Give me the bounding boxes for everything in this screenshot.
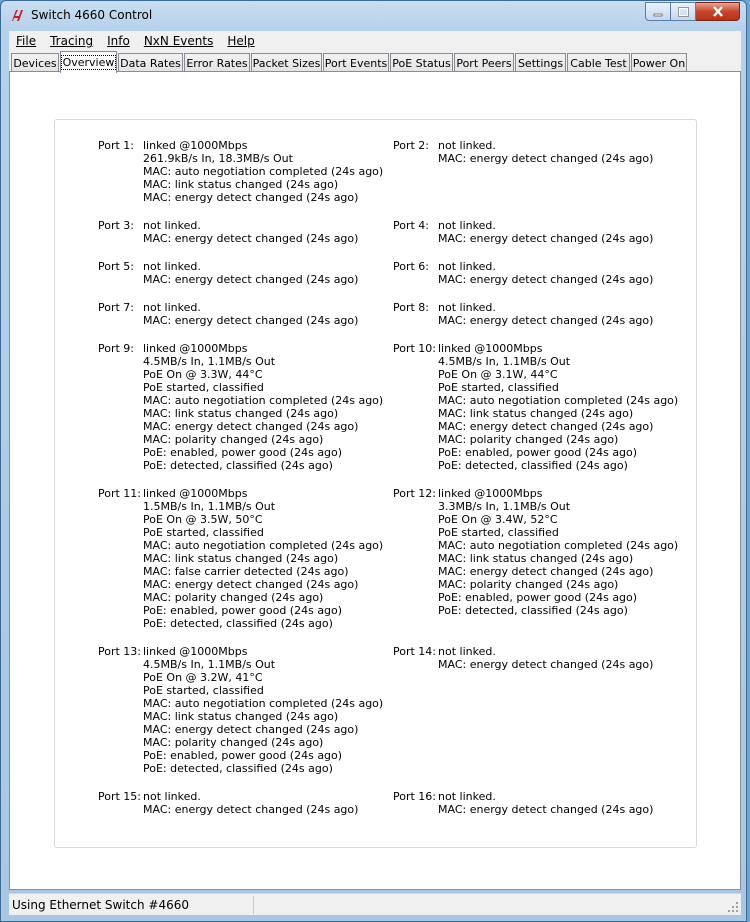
port-line: PoE started, classified (438, 381, 559, 394)
port-name: Port 5: (98, 260, 135, 273)
status-text: Using Ethernet Switch #4660 (12, 898, 189, 912)
port-overview-panel (54, 119, 697, 848)
tab-label: Settings (517, 56, 564, 70)
tab-label: Data Rates (120, 56, 181, 70)
port-details (438, 260, 653, 286)
port-details (143, 645, 383, 775)
tab-label: Error Rates (186, 56, 248, 70)
port-line: not linked. (438, 301, 496, 314)
port-details (143, 301, 358, 327)
port-line: MAC: energy detect changed (24s ago) (143, 420, 359, 433)
port-line: PoE On @ 3.2W, 41°C (143, 671, 263, 684)
tab-label: Port Events (324, 56, 388, 70)
menu-bar (9, 31, 741, 51)
tab-label: Power On (632, 56, 686, 70)
port-line: MAC: energy detect changed (24s ago) (438, 803, 654, 816)
tab-label: Packet Sizes (252, 56, 321, 70)
port-line: 4.5MB/s In, 1.1MB/s Out (143, 658, 276, 671)
maximize-button[interactable] (671, 2, 696, 21)
port-details (438, 219, 653, 245)
port-line: MAC: link status changed (24s ago) (143, 178, 339, 191)
tab-cable-test[interactable] (567, 53, 630, 72)
port-line: MAC: polarity changed (24s ago) (143, 433, 324, 446)
port-name: Port 8: (393, 301, 430, 314)
port-line: linked @1000Mbps (438, 487, 543, 500)
port-line: MAC: energy detect changed (24s ago) (143, 803, 359, 816)
port-line: 3.3MB/s In, 1.1MB/s Out (438, 500, 571, 513)
port-line: PoE: detected, classified (24s ago) (143, 762, 333, 775)
port-line: MAC: polarity changed (24s ago) (143, 591, 324, 604)
port-line: linked @1000Mbps (143, 645, 248, 658)
port-line: MAC: false carrier detected (24s ago) (143, 565, 349, 578)
port-line: not linked. (143, 301, 201, 314)
port-line: PoE: enabled, power good (24s ago) (143, 446, 343, 459)
port-line: MAC: auto negotiation completed (24s ago) (438, 539, 679, 552)
port-line: not linked. (438, 645, 496, 658)
port-line: MAC: energy detect changed (24s ago) (438, 420, 654, 433)
menu-nxn-events[interactable] (137, 34, 221, 48)
port-details (143, 139, 383, 204)
tab-overview[interactable] (60, 51, 117, 73)
port-line: PoE: enabled, power good (24s ago) (143, 749, 343, 762)
port-line: not linked. (143, 219, 201, 232)
tab-settings[interactable] (515, 53, 566, 72)
tab-poe-status[interactable] (390, 53, 453, 72)
port-line: 1.5MB/s In, 1.1MB/s Out (143, 500, 276, 513)
resize-grip-icon[interactable] (727, 901, 739, 913)
port-name: Port 11: (98, 487, 142, 500)
menu-file-label: File (16, 34, 37, 48)
port-line: linked @1000Mbps (143, 342, 248, 355)
port-line: MAC: energy detect changed (24s ago) (438, 658, 654, 671)
port-line: MAC: auto negotiation completed (24s ago) (438, 394, 679, 407)
port-line: PoE On @ 3.3W, 44°C (143, 368, 263, 381)
window-title: Switch 4660 Control (31, 8, 153, 22)
port-name: Port 16: (393, 790, 437, 803)
port-line: 261.9kB/s In, 18.3MB/s Out (143, 152, 293, 165)
port-line: linked @1000Mbps (143, 487, 248, 500)
tab-strip (9, 51, 741, 72)
port-line: PoE started, classified (143, 526, 264, 539)
menu-help-label: Help (227, 34, 255, 48)
port-line: MAC: energy detect changed (24s ago) (438, 152, 654, 165)
port-details (438, 301, 653, 327)
tab-packet-sizes[interactable] (251, 53, 322, 72)
port-name: Port 2: (393, 139, 430, 152)
port-line: MAC: link status changed (24s ago) (143, 407, 339, 420)
menu-help[interactable] (220, 34, 261, 48)
port-line: not linked. (438, 260, 496, 273)
port-line: not linked. (438, 790, 496, 803)
port-name: Port 14: (393, 645, 437, 658)
tab-devices[interactable] (11, 53, 59, 72)
overview-page (9, 71, 741, 890)
port-line: MAC: energy detect changed (24s ago) (143, 578, 359, 591)
port-line: MAC: auto negotiation completed (24s ago) (143, 394, 384, 407)
port-line: MAC: energy detect changed (24s ago) (143, 191, 359, 204)
port-line: MAC: polarity changed (24s ago) (438, 433, 619, 446)
menu-file[interactable] (9, 34, 43, 48)
menu-info-label: Info (107, 34, 130, 48)
tab-label: Cable Test (570, 56, 627, 70)
port-line: MAC: energy detect changed (24s ago) (143, 273, 359, 286)
port-line: linked @1000Mbps (143, 139, 248, 152)
port-line: PoE On @ 3.5W, 50°C (143, 513, 263, 526)
port-line: PoE started, classified (143, 684, 264, 697)
port-line: 4.5MB/s In, 1.1MB/s Out (143, 355, 276, 368)
port-line: not linked. (143, 260, 201, 273)
port-line: MAC: link status changed (24s ago) (438, 407, 634, 420)
port-details (143, 790, 358, 816)
port-name: Port 6: (393, 260, 430, 273)
port-line: MAC: energy detect changed (24s ago) (438, 314, 654, 327)
port-line: MAC: energy detect changed (24s ago) (143, 314, 359, 327)
port-line: 4.5MB/s In, 1.1MB/s Out (438, 355, 571, 368)
status-bar (9, 893, 741, 915)
port-details (438, 487, 678, 617)
port-line: PoE: enabled, power good (24s ago) (143, 604, 343, 617)
port-name: Port 7: (98, 301, 135, 314)
port-details (143, 342, 383, 472)
port-line: MAC: energy detect changed (24s ago) (143, 723, 359, 736)
tab-data-rates[interactable] (118, 53, 183, 72)
port-name: Port 4: (393, 219, 430, 232)
port-name: Port 13: (98, 645, 142, 658)
port-details (143, 260, 358, 286)
status-separator (253, 896, 254, 914)
port-line: MAC: link status changed (24s ago) (438, 552, 634, 565)
title-bar[interactable] (1, 1, 746, 31)
port-line: MAC: energy detect changed (24s ago) (438, 565, 654, 578)
port-name: Port 3: (98, 219, 135, 232)
port-line: PoE: enabled, power good (24s ago) (438, 591, 638, 604)
port-details (438, 790, 653, 816)
close-icon (712, 6, 724, 17)
port-line: PoE: detected, classified (24s ago) (143, 617, 333, 630)
menu-tracing-label: Tracing (50, 34, 94, 48)
port-line: PoE On @ 3.1W, 44°C (438, 368, 558, 381)
port-line: not linked. (143, 790, 201, 803)
port-name: Port 9: (98, 342, 135, 355)
tab-label: PoE Status (392, 56, 451, 70)
port-name: Port 1: (98, 139, 135, 152)
tab-power-on[interactable] (631, 53, 687, 72)
port-details (438, 342, 678, 472)
port-line: not linked. (438, 139, 496, 152)
tab-label: Port Peers (456, 56, 512, 70)
port-details (438, 139, 653, 165)
port-line: MAC: auto negotiation completed (24s ago) (143, 697, 384, 710)
close-button[interactable] (696, 2, 740, 21)
port-line: MAC: energy detect changed (24s ago) (143, 232, 359, 245)
tab-port-peers[interactable] (454, 53, 514, 72)
caption-buttons (645, 2, 740, 21)
port-line: MAC: link status changed (24s ago) (143, 552, 339, 565)
port-line: MAC: energy detect changed (24s ago) (438, 232, 654, 245)
port-line: MAC: link status changed (24s ago) (143, 710, 339, 723)
menu-tracing[interactable] (43, 34, 100, 48)
port-details (143, 487, 383, 630)
port-line: PoE On @ 3.4W, 52°C (438, 513, 558, 526)
port-line: MAC: auto negotiation completed (24s ago) (143, 539, 384, 552)
tab-port-events[interactable] (323, 53, 389, 72)
tab-error-rates[interactable] (184, 53, 250, 72)
port-line: PoE started, classified (143, 381, 264, 394)
port-line: PoE: detected, classified (24s ago) (143, 459, 333, 472)
port-line: PoE started, classified (438, 526, 559, 539)
port-details (438, 645, 653, 671)
tab-label: Devices (13, 56, 57, 70)
port-name: Port 12: (393, 487, 437, 500)
port-line: MAC: energy detect changed (24s ago) (438, 273, 654, 286)
port-line: MAC: auto negotiation completed (24s ago) (143, 165, 384, 178)
port-line: PoE: detected, classified (24s ago) (438, 459, 628, 472)
menu-info[interactable] (100, 34, 137, 48)
minimize-button[interactable] (645, 2, 671, 21)
port-name: Port 10: (393, 342, 437, 355)
port-details (143, 219, 358, 245)
port-line: linked @1000Mbps (438, 342, 543, 355)
minimize-icon (653, 7, 663, 17)
maximize-icon (678, 7, 689, 17)
port-line: MAC: polarity changed (24s ago) (438, 578, 619, 591)
menu-nxn-events-label: NxN Events (143, 34, 214, 48)
port-name: Port 15: (98, 790, 142, 803)
tab-label: Overview (62, 56, 115, 69)
port-line: PoE: enabled, power good (24s ago) (438, 446, 638, 459)
port-line: not linked. (438, 219, 496, 232)
app-icon (9, 7, 25, 23)
port-line: PoE: detected, classified (24s ago) (438, 604, 628, 617)
port-line: MAC: polarity changed (24s ago) (143, 736, 324, 749)
